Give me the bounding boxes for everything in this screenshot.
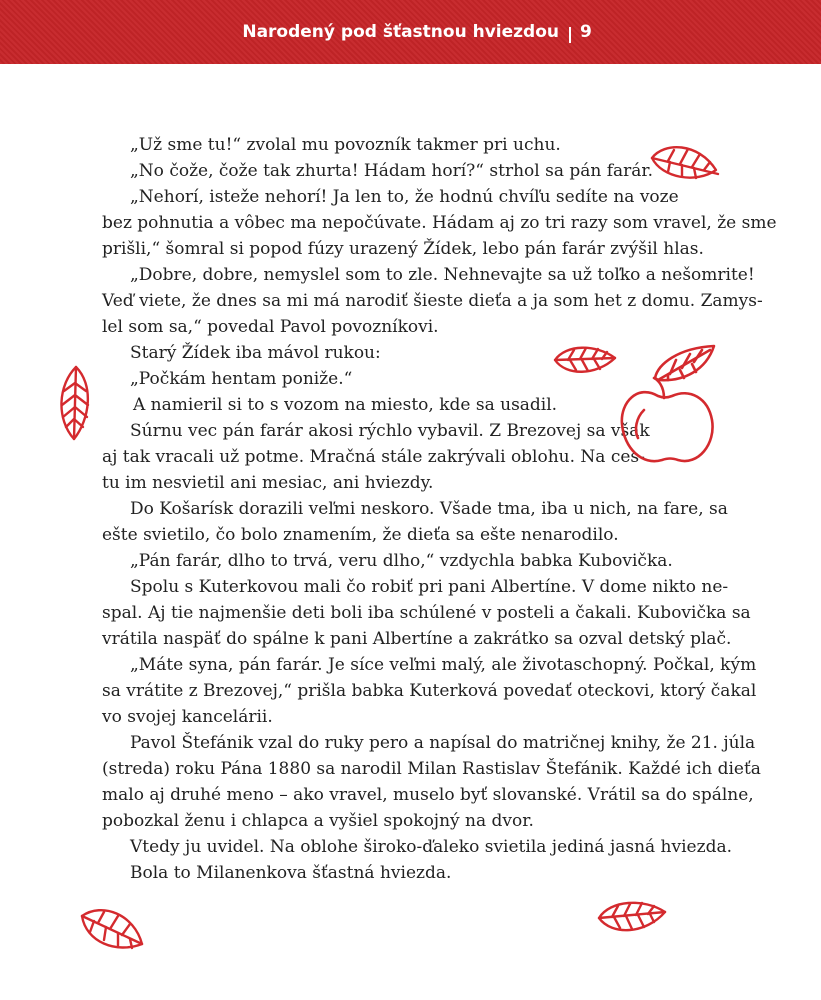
page-number: 9 <box>580 22 592 42</box>
text-line: Bola to Milanenkova šťastná hviezda. <box>130 863 452 883</box>
text-line: „Máte syna, pán farár. Je síce veľmi malý, ale životaschopný. Počkal, kým <box>130 655 757 675</box>
leaf-icon <box>596 896 668 938</box>
text-line: pobozkal ženu i chlapca a vyšiel spokojný na dvor. <box>102 811 534 831</box>
text-line: vo svojej kancelárii. <box>102 707 273 727</box>
text-line: prišli,“ šomral si popod fúzy urazený Žídek, lebo pán farár zvýšil hlas. <box>102 239 704 259</box>
text-line: sa vrátite z Brezovej,“ prišla babka Kuterková povedať oteckovi, ktorý čakal <box>102 681 757 701</box>
text-line: tu im nesvietil ani mesiac, ani hviezdy. <box>102 473 434 493</box>
text-line: malo aj druhé meno – ako vravel, muselo byť slovanské. Vrátil sa do spálne, <box>102 785 754 805</box>
text-line: aj tak vracali už potme. Mračná stále zakrývali oblohu. Na ces- <box>102 447 645 467</box>
text-line: „Už sme tu!“ zvolal mu povozník takmer pri uchu. <box>130 135 561 155</box>
leaf-icon <box>648 140 720 186</box>
text-line: Spolu s Kuterkovou mali čo robiť pri pani Albertíne. V dome nikto ne- <box>130 577 729 597</box>
text-line: „No čože, čože tak zhurta! Hádam horí?“ strhol sa pán farár. <box>130 161 654 181</box>
text-line: Do Košarísk dorazili veľmi neskoro. Všade tma, iba u nich, na fare, sa <box>130 499 728 519</box>
text-line: lel som sa,“ povedal Pavol povozníkovi. <box>102 317 439 337</box>
text-line: (streda) roku Pána 1880 sa narodil Milan Rastislav Štefánik. Každé ich dieťa <box>102 759 761 779</box>
apple-icon <box>618 340 728 470</box>
text-line: „Nehorí, isteže nehorí! Ja len to, že hodnú chvíľu sedíte na voze <box>130 187 679 207</box>
header-separator <box>569 27 571 43</box>
leaf-icon <box>54 365 96 441</box>
text-line: spal. Aj tie najmenšie deti boli iba schúlené v posteli a čakali. Kubovička sa <box>102 603 751 623</box>
text-line: „Pán farár, dlho to trvá, veru dlho,“ vzdychla babka Kubovička. <box>130 551 673 571</box>
text-line: Pavol Štefánik vzal do ruky pero a napísal do matričnej knihy, že 21. júla <box>130 733 756 753</box>
text-line: Súrnu vec pán farár akosi rýchlo vybavil. Z Brezovej sa však <box>130 421 650 441</box>
text-line: „Dobre, dobre, nemyslel som to zle. Nehnevajte sa už toľko a nešomrite! <box>130 265 755 285</box>
text-line: Starý Žídek iba mávol rukou: <box>130 343 381 363</box>
text-line: A namieril si to s vozom na miesto, kde sa usadil. <box>133 395 558 415</box>
text-line: vrátila naspäť do spálne k pani Albertíne a zakrátko sa ozval detský plač. <box>102 629 732 649</box>
text-line: Veď viete, že dnes sa mi má narodiť šieste dieťa a ja som het z domu. Zamys- <box>102 291 763 311</box>
text-line: Vtedy ju uvidel. Na oblohe široko-ďaleko svietila jediná jasná hviezda. <box>130 837 732 857</box>
header-band <box>0 0 821 64</box>
text-line: bez pohnutia a vôbec ma nepočúvate. Hádam aj zo tri razy som vravel, že sme <box>102 213 777 233</box>
text-line: „Počkám hentam poniže.“ <box>130 369 353 389</box>
running-title: Narodený pod šťastnou hviezdou <box>242 22 559 42</box>
text-line: ešte svietilo, čo bolo znamením, že dieťa sa ešte nenarodilo. <box>102 525 619 545</box>
leaf-icon <box>552 340 618 380</box>
leaf-icon <box>78 904 146 956</box>
